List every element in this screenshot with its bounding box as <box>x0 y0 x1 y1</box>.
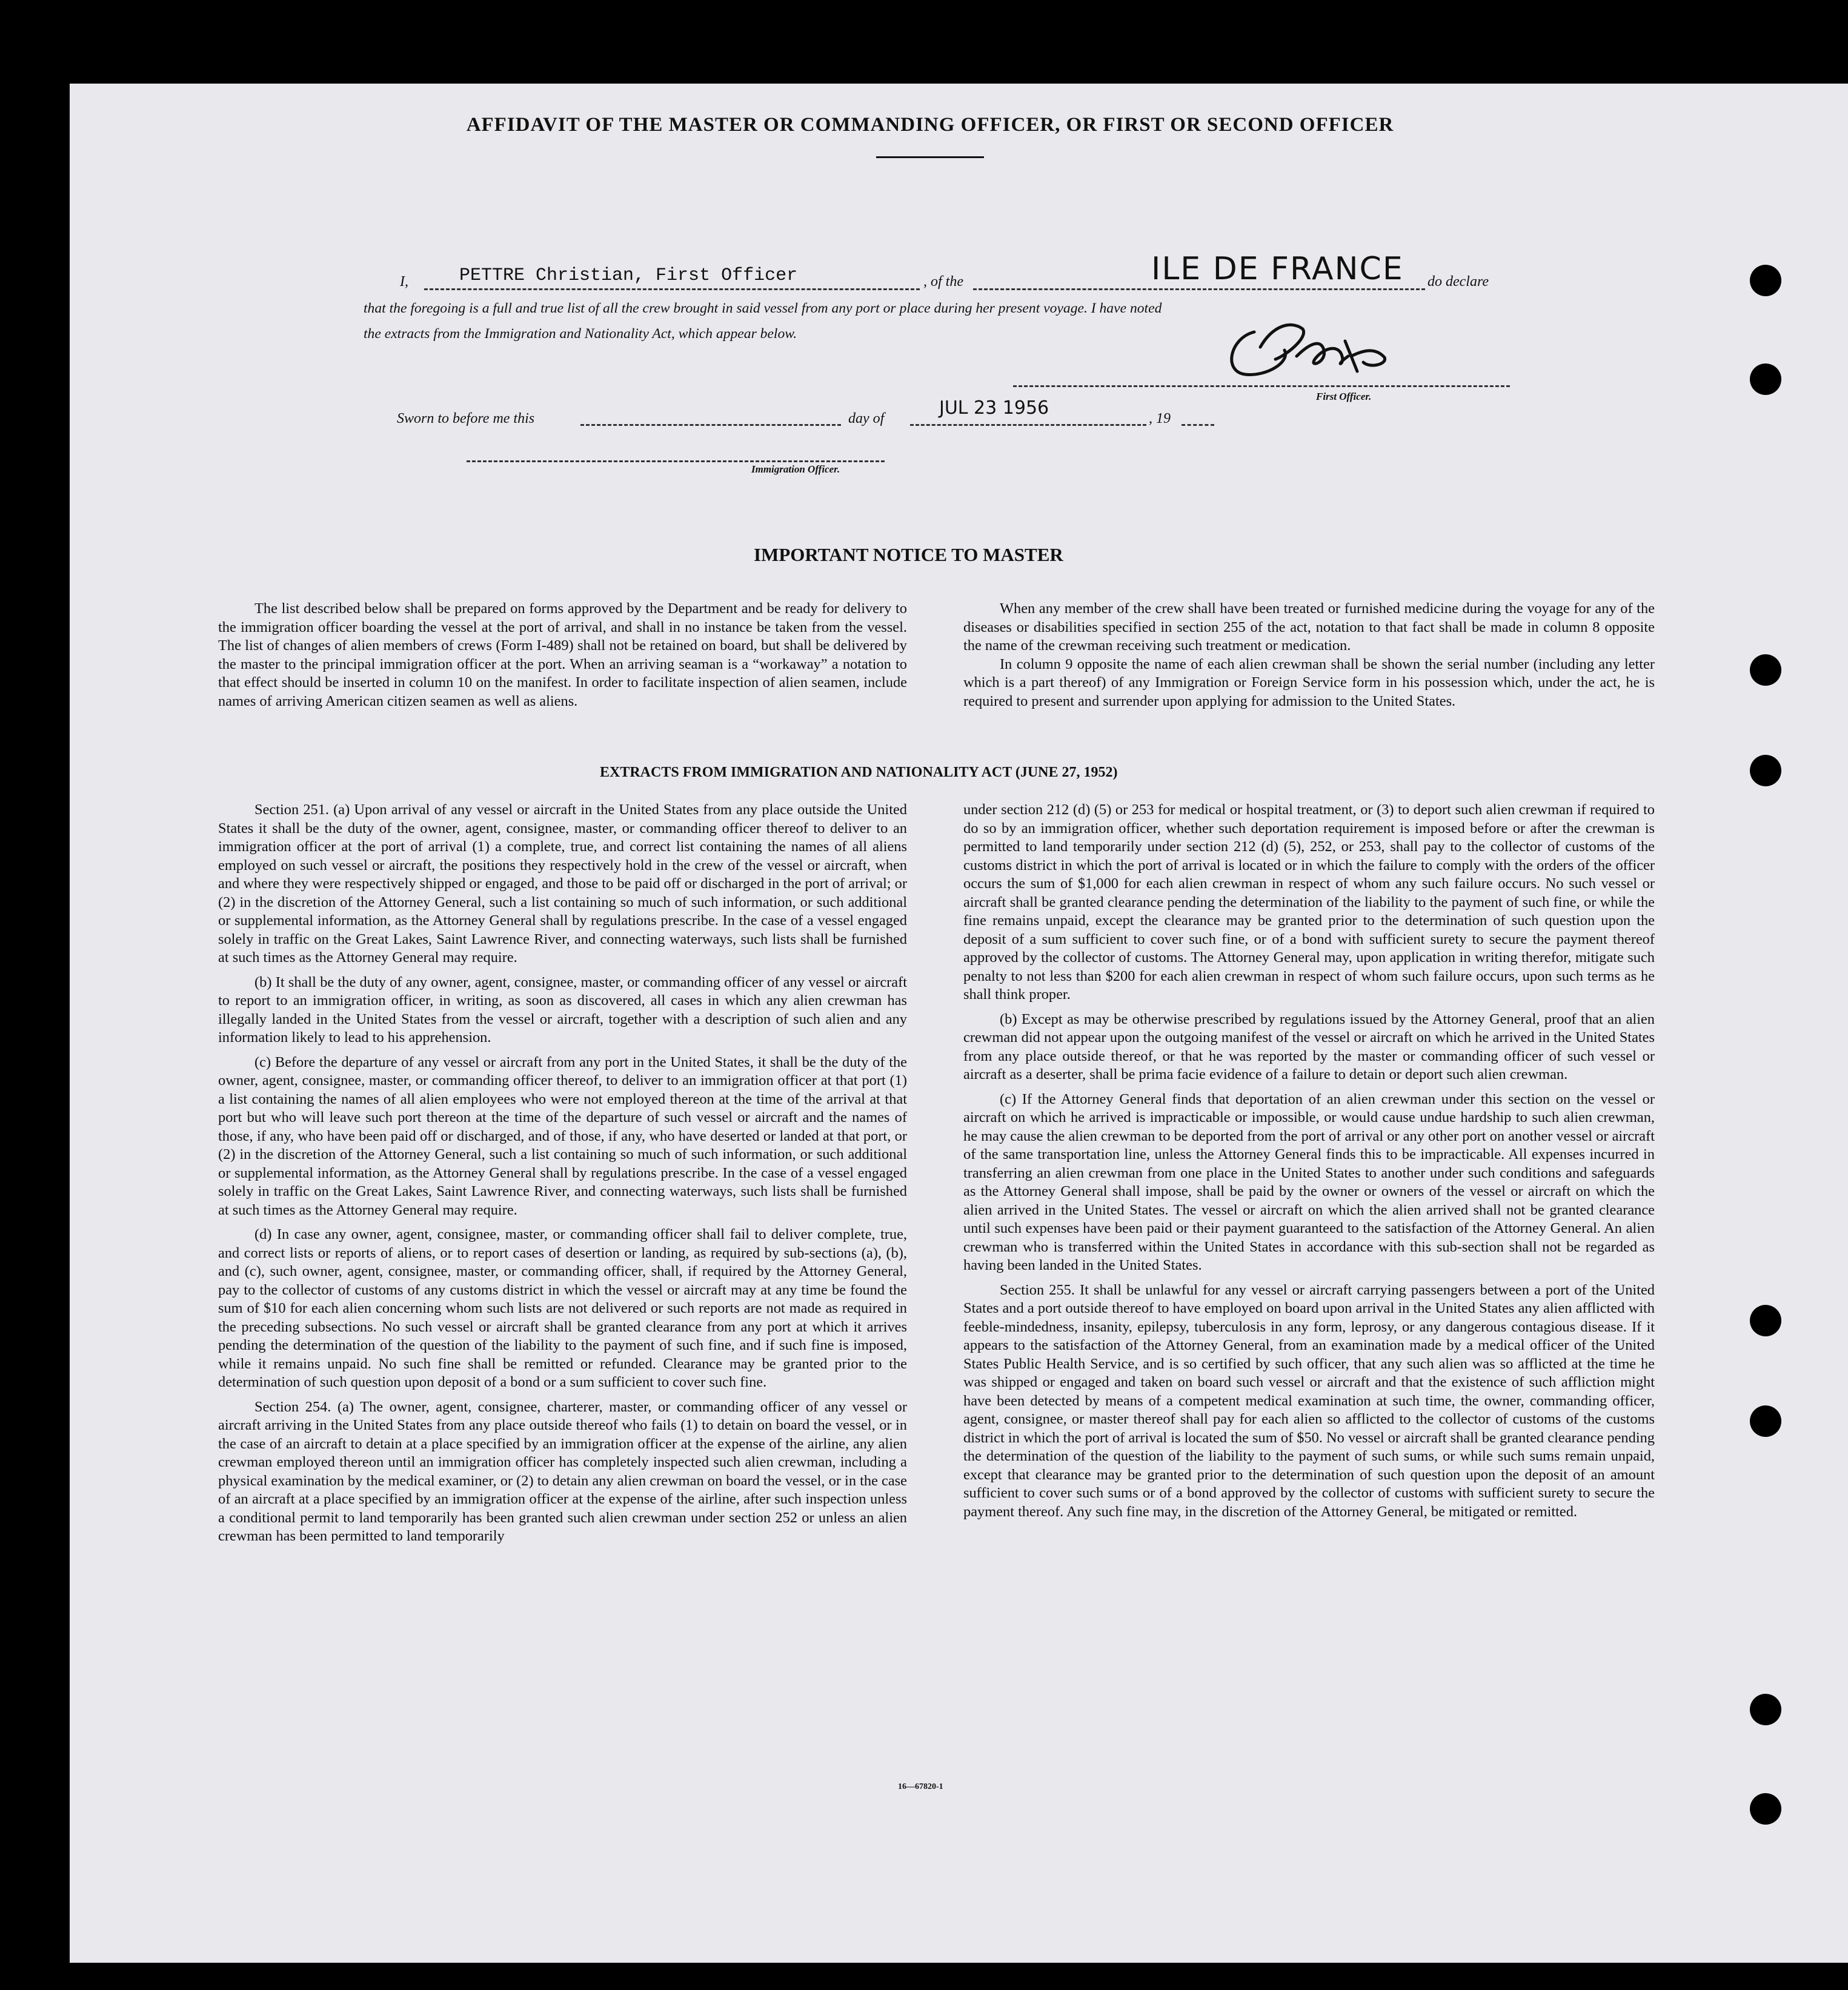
officer-caption: First Officer. <box>1316 391 1372 402</box>
name-blank <box>424 288 920 290</box>
notice-right-text-1: When any member of the crew shall have been treated or furnished medicine during the voyage for any of the diseases or disabilities specified in section 255 of the act, notation to that fact shall be made in column 8 opposite the name of the crewman receiving such treatment or medication. <box>963 600 1655 654</box>
section-251-a: Section 251. (a) Upon arrival of any vessel or aircraft in the United States from any place outside the United States it shall be the duty of the owner, agent, consignee, master, or commanding officer thereof to deliver to an immigration officer at the port of arrival (1) a complete, true, and correct list containing the names of all aliens employed on such vessel or aircraft, the positions they respectively hold in the crew of the vessel or aircraft, when and where they were respectively shipped or engaged, and those to be paid off or discharged in the port of arrival; or (2) in the discretion of the Attorney General, such a list containing so much of such information, or such additional or supplemental information, as the Attorney General shall by regulations prescribe. In the case of a vessel engaged solely in traffic on the Great Lakes, Saint Lawrence River, and connecting waterways, such lists shall be furnished at such times as the Attorney General may require. <box>218 801 907 966</box>
binder-hole <box>1750 755 1781 786</box>
section-254-c: (c) If the Attorney General finds that deportation of an alien crewman under this section on the vessel or aircraft on which he arrived is impracticable or impossible, or would cause undue hardship to such alien crewman, he may cause the alien crewman to be deported from the port of arrival or any other port on another vessel or aircraft of the same transportation line, unless the Attorney General finds this to be impracticable. All expenses incurred in transferring an alien crewman from one place in the United States to another under such conditions and safeguards as the Attorney General shall impose, shall be paid by the owner or owners of the vessel or aircraft on which the alien arrived in the United States. The vessel or aircraft on which the alien arrived shall not be granted clearance until such expenses have been paid or their payment guaranteed to the satisfaction of the Attorney General. An alien crewman who is transferred within the United States in accordance with this sub-section shall not be regarded as having been landed in the United States. <box>963 1090 1655 1273</box>
do-declare-label: do declare <box>1428 274 1489 290</box>
title-rule <box>876 156 984 158</box>
binder-hole <box>1750 1405 1781 1437</box>
sworn-label: Sworn to before me this <box>397 411 535 426</box>
ship-name: ILE DE FRANCE <box>1151 251 1404 287</box>
ship-blank <box>973 288 1425 290</box>
notice-right-column <box>963 600 1655 711</box>
sworn-date: JUL 23 1956 <box>939 397 1049 419</box>
officer-name: PETTRE Christian, First Officer <box>459 265 798 286</box>
extracts-left-column <box>218 801 907 1546</box>
extracts-title: EXTRACTS FROM IMMIGRATION AND NATIONALITY ACT (JUNE 27, 1952) <box>600 764 1118 780</box>
notice-left-text: The list described below shall be prepared on forms approved by the Department and be ready for delivery to the immigration officer boarding the vessel at the port of arrival, and shall in no instance be taken from the vessel. The list of changes of alien members of crews (Form I-489) shall not be retained on board, but shall be delivered by the master to the principal immigration officer at the port. When an arriving seaman is a “workaway” a notation to that effect should be inserted in column 10 on the manifest. In order to facilitate inspection of alien seamen, include names of arriving American citizen seamen as well as aliens. <box>218 600 907 709</box>
year-blank <box>1182 424 1214 426</box>
declaration-line-1: that the foregoing is a full and true list of all the crew brought in said vessel from any port or place during her present voyage. I have noted <box>364 300 1162 316</box>
binder-hole <box>1750 654 1781 686</box>
section-251-c: (c) Before the departure of any vessel or aircraft from any port in the United States, it shall be the duty of the owner, agent, consignee, master, or commanding officer thereof, to deliver to an immigration officer at that port (1) a list containing the names of all alien employees who were not employed thereon at the time of the arrival at that port but who will leave such port thereon at the time of the departure of such vessel or aircraft and the names of those, if any, who have been paid off or discharged, and of those, if any, who have deserted or landed at that port, or (2) in the discretion of the Attorney General, such a list containing so much of such information, or such additional or supplemental information, as the Attorney General shall by regulations prescribe. In the case of a vessel engaged solely in traffic on the Great Lakes, Saint Lawrence River, and connecting waterways, such lists shall be furnished at such times as the Attorney General may require. <box>218 1053 907 1218</box>
sworn-month-blank <box>910 424 1146 426</box>
of-the-label: , of the <box>923 274 963 290</box>
immigration-officer-label: Immigration Officer. <box>751 463 840 475</box>
notice-right-text-2: In column 9 opposite the name of each alien crewman shall be shown the serial number (including any letter which is a part thereof) of any Immigration or Foreign Service form in his possession which, under the act, he is required to present and surrender upon applying for admission to the United States. <box>963 655 1655 709</box>
binder-hole <box>1750 1694 1781 1725</box>
notice-left-column <box>218 600 907 711</box>
year-prefix: , 19 <box>1149 411 1171 426</box>
section-251-b: (b) It shall be the duty of any owner, agent, consignee, master, or commanding officer of any vessel or aircraft to report to an immigration officer, in writing, as soon as discovered, all cases in which any alien crewman has illegally landed in the United States from the vessel or aircraft, together with a description of such alien and any information likely to lead to his apprehension. <box>218 973 907 1046</box>
officer-signature <box>1218 314 1400 393</box>
binder-hole <box>1750 265 1781 296</box>
section-254-a: Section 254. (a) The owner, agent, consignee, charterer, master, or commanding officer of any vessel or aircraft arriving in the United States from any place outside thereof who fails (1) to detain on board the vessel, or in the case of an aircraft to detain at a place specified by an immigration officer at the expense of the airline, any alien crewman employed thereon until an immigration officer has completely inspected such alien crewman, including a physical examination by the medical examiner, or (2) to detain any alien crewman on board the vessel, or in the case of an aircraft at a place specified by an immigration officer at the expense of the airline, after such inspection unless a conditional permit to land temporarily has been granted such alien crewman under section 252 or unless an alien crewman has been permitted to land temporarily <box>218 1398 907 1544</box>
binder-hole <box>1750 1793 1781 1825</box>
binder-hole <box>1750 363 1781 395</box>
section-254-b: (b) Except as may be otherwise prescribed by regulations issued by the Attorney General, proof that an alien crewman did not appear upon the outgoing manifest of the vessel or aircraft on which he arrived in the United States from any place outside thereof, or that he was reported by the master or commanding officer of such vessel or aircraft as a deserter, shall be prima facie evidence of a failure to detain or deport such alien crewman. <box>963 1010 1655 1083</box>
sworn-day-blank <box>580 424 841 426</box>
day-of-label: day of <box>848 411 885 426</box>
section-251-d: (d) In case any owner, agent, consignee, master, or commanding officer shall fail to deliver complete, true, and correct lists or reports of aliens, or to report cases of desertion or landing, as required by sub-sections (a), (b), and (c), such owner, agent, consignee, master, or commanding officer, shall, if required by the Attorney General, pay to the collector of customs of any customs district in which the vessel or aircraft may at any time be found the sum of $10 for each alien concerning whom such lists are not delivered or such reports are not made as required in the preceding subsections. No such vessel or aircraft shall be granted clearance from any port at which it arrives pending the determination of the question of the liability to the payment of such fine, and if such fine is imposed, while it remains unpaid. No such fine shall be remitted or refunded. Clearance may be granted prior to the determination of such question upon deposit of a bond or a sum sufficient to cover such fine. <box>218 1226 907 1390</box>
section-255: Section 255. It shall be unlawful for any vessel or aircraft carrying passengers between a port of the United States and a port outside thereof to have employed on board upon arrival in the United States any alien afflicted with feeble-mindedness, insanity, epilepsy, tuberculosis in any form, leprosy, or any dangerous contagious disease. If it appears to the satisfaction of the Attorney General, from an examination made by a medical officer of the United States Public Health Service, and is so certified by such officer, that any such alien was so afflicted at the time he was shipped or engaged and taken on board such vessel or aircraft and that the existence of such affliction might have been detected by means of a competent medical examination at such time, the owner, commanding officer, agent, consignee, or master thereof shall pay for each alien so afflicted to the collector of customs of the customs district in which the port of arrival is located the sum of $50. No vessel or aircraft shall be granted clearance pending the determination of the question of the liability to the payment of such sums, or while such sums remain unpaid, except that clearance may be granted prior to the determination of such question upon the deposit of an amount sufficient to cover such sums or of a bond approved by the collector of customs with sufficient surety to secure the payment thereof. Any such fine may, in the discretion of the Attorney General, be mitigated or remitted. <box>963 1281 1655 1520</box>
declaration-line-2: the extracts from the Immigration and Nationality Act, which appear below. <box>364 326 797 342</box>
signature-blank <box>1013 385 1510 387</box>
notice-title: IMPORTANT NOTICE TO MASTER <box>754 544 1063 565</box>
i-label: I, <box>400 274 408 290</box>
binder-hole <box>1750 1305 1781 1336</box>
immigration-officer-blank <box>467 460 885 462</box>
affidavit-title: AFFIDAVIT OF THE MASTER OR COMMANDING OFFICER, OR FIRST OR SECOND OFFICER <box>466 114 1394 136</box>
section-254-a-continued: under section 212 (d) (5) or 253 for medical or hospital treatment, or (3) to deport such alien crewman if required to do so by an immigration officer, whether such deportation requirement is imposed before or after the crewman is permitted to land temporarily under section 212 (d) (5), 252, or 253, shall pay to the collector of customs of the customs district in which the port of arrival is located or in which the failure to comply with the orders of the officer occurs the sum of $1,000 for each alien crewman in respect of whom any such failure occurs. No such vessel or aircraft shall be granted clearance pending the determination of the liability to the payment of such fine, or while the fine remains unpaid, except the clearance may be granted prior to the determination of such question upon the deposit of a sum sufficient to cover such fine, or of a bond with sufficient surety to secure the payment thereof approved by the collector of customs. The Attorney General may, upon application in writing therefor, mitigate such penalty to not less than $200 for each alien crewman in respect of whom such failure occurs, upon such terms as he shall think proper. <box>963 801 1655 1003</box>
extracts-right-column <box>963 801 1655 1521</box>
form-code: 16—67820-1 <box>898 1782 943 1791</box>
